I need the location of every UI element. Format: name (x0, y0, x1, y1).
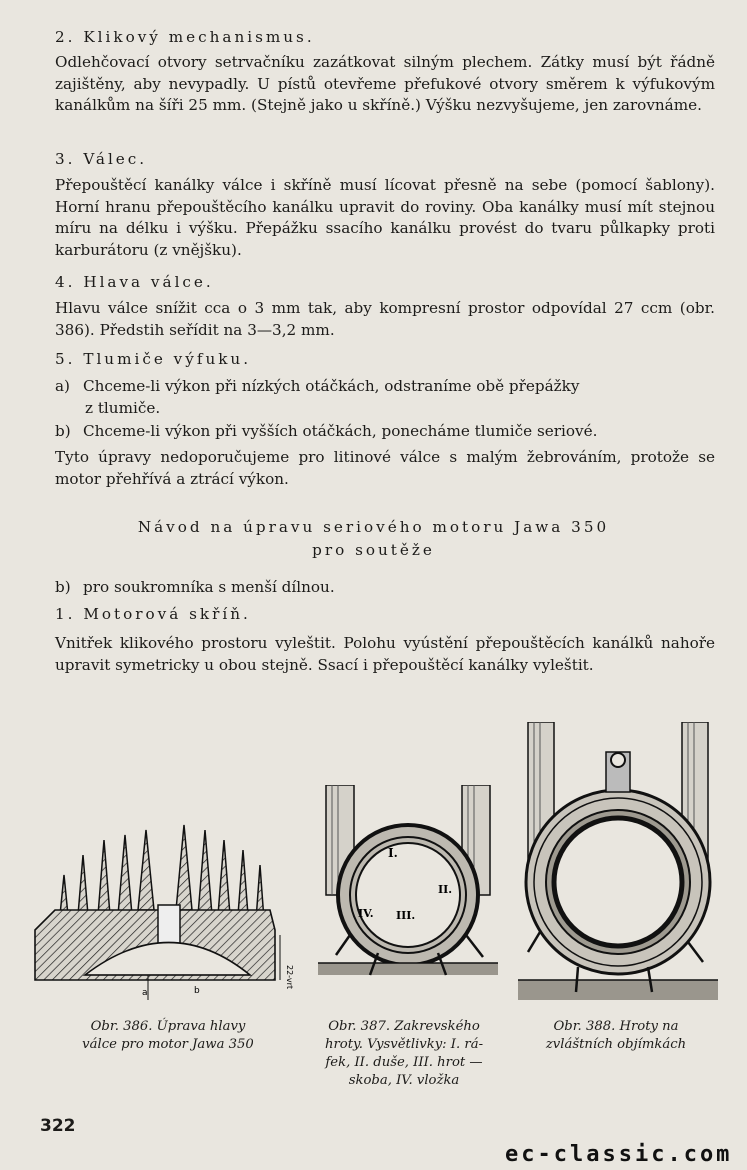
caption-line: skoba, IV. vložka (348, 1073, 460, 1088)
list-item-text: Chceme-li výkon při vyšších otáčkách, ponecháme tlumiče seriové. (83, 422, 598, 440)
page-number: 322 (40, 1116, 76, 1136)
subsection-text: pro soukromníka s menší dílnou. (83, 578, 335, 596)
list-item-label: b) (55, 422, 71, 440)
caption-line: fek, II. duše, III. hrot — (325, 1055, 483, 1070)
label-i: I. (388, 846, 398, 860)
label-ii: II. (438, 883, 453, 896)
figure-387-spiked-tyre (318, 785, 498, 1005)
section-heading-tlumice-vyfuku: 5. Tlumiče výfuku. (55, 350, 252, 368)
list-item-b (55, 421, 715, 443)
small-label-b: b (194, 986, 200, 996)
caption-line: hroty. Vysvětlivky: I. rá- (324, 1037, 484, 1052)
paragraph-klikovy-mechanismus: Odlehčovací otvory setrvačníku zazátkovat silným plechem. Zátky musí být řádně zajištěny, aby nevypadly. U pístů otevřeme přefukové otvory směrem k výfukovým kanálkům na šíři 25 mm. (Stejně jako u skříně.) Výšku nezvyšujeme, jen zarovnáme. (55, 53, 715, 114)
paragraph-warning-note: Tyto úpravy nedoporučujeme pro litinové válce s malým žebrováním, protože se motor přehřívá a ztrácí výkon. (55, 448, 715, 488)
list-item-text: Chceme-li výkon při nízkých otáčkách, odstraníme obě přepážky (83, 377, 580, 395)
section-heading-valec: 3. Válec. (55, 150, 148, 168)
figure-386-cylinder-head (30, 815, 300, 1005)
section-heading-klikovy-mechanismus: 2. Klikový mechanismus. (55, 28, 315, 46)
subsection-b (55, 577, 715, 599)
caption-line: Obr. 387. Zakrevského (328, 1019, 480, 1034)
list-item-continuation: z tlumiče. (85, 398, 161, 417)
paragraph-hlava-valce: Hlavu válce snížit cca o 3 mm tak, aby kompresní prostor odpovídal 27 ccm (obr. 386). Předstih seřídit na 3—3,2 mm. (55, 299, 715, 339)
caption-line: zvláštních objímkách (545, 1037, 687, 1052)
center-title-line1: Návod na úpravu seriového motoru Jawa 350 (137, 518, 610, 536)
figure-388-caption (524, 1018, 708, 1054)
caption-line: válce pro motor Jawa 350 (82, 1037, 254, 1052)
dimension-label: 22-vrt (285, 965, 294, 990)
section-heading-hlava-valce: 4. Hlava válce. (55, 273, 214, 291)
label-iv: IV. (358, 907, 374, 920)
paragraph-motorova-skrin: Vnitřek klikového prostoru vyleštit. Polohu vyústění přepouštěcích kanálků nahoře upravit symetricky u obou stejně. Ssací i přepouštěcí kanálky vyleštit. (55, 634, 715, 674)
section-heading-motorova-skrin: 1. Motorová skříň. (55, 605, 251, 623)
figure-386-caption (56, 1018, 280, 1054)
caption-line: Obr. 386. Úprava hlavy (90, 1019, 246, 1034)
caption-line: Obr. 388. Hroty na (553, 1019, 679, 1034)
paragraph-valec: Přepouštěcí kanálky válce i skříně musí lícovat přesně na sebe (pomocí šablony). Horní hranu přepouštěcího kanálku upravit do roviny. Oba kanálky musí mít stejnou míru na délku i výšku. Přepážku ssacího kanálku provést do tvaru půlkapky proti karburátoru (z vnějšku). (55, 176, 715, 259)
list-item-a (55, 376, 715, 419)
list-item-label: a) (55, 377, 70, 395)
site-watermark: ec-classic.com (505, 1142, 733, 1167)
subsection-label: b) (55, 578, 71, 596)
label-iii: III. (396, 909, 416, 922)
small-label-a: a (142, 988, 148, 998)
center-title-line2: pro soutěže (312, 541, 435, 559)
figure-388-clamp-spikes (518, 722, 718, 1007)
figure-387-caption (296, 1018, 512, 1090)
